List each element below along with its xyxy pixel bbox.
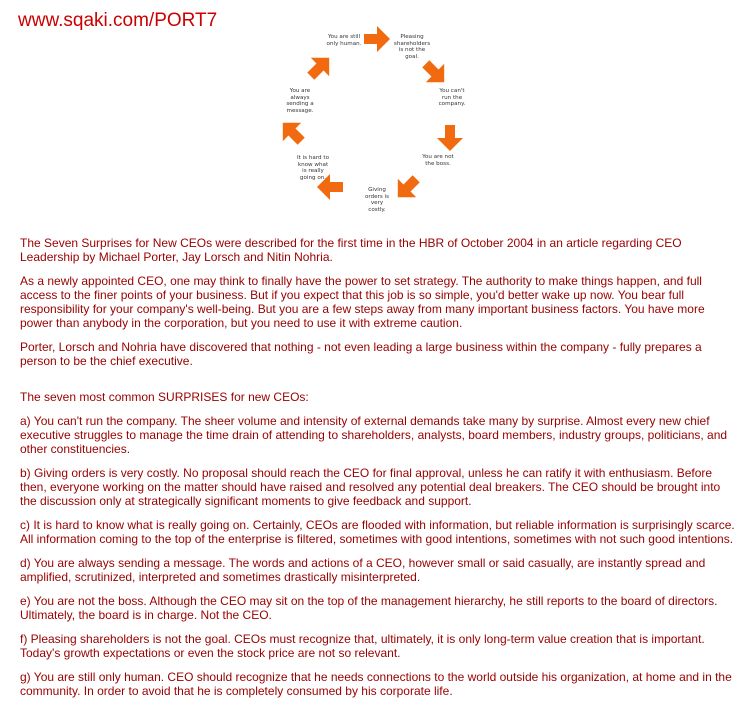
cycle-arrow-icon (392, 173, 422, 203)
surprise-item: f) Pleasing shareholders is not the goal. CEOs must recognize that, ultimately, it is only long-term value creation that is important. Today's growth expectations or even the stock price are not so relevant. (20, 632, 705, 660)
cycle-arrow-icon (435, 123, 465, 153)
context-paragraph: As a newly appointed CEO, one may think to finally have the power to set strategy. The authority to make things happen, and full access to the finer points of your business. But if you expect that this job is so simple, you'd better wake up now. You bear full responsibility for your company's well-being. But you are a few steps away from many important business factors. You have more power than anybody in the corporation, but you need to use it with extreme caution. (20, 274, 705, 330)
seven-surprises-cycle-diagram (270, 20, 490, 220)
surprise-item: a) You can't run the company. The sheer volume and intensity of external demands take many by surprise. Almost every new chief executive struggles to manage the time drain of attending to shareholders, analysts, board members, industry groups, politicians, and other constituencies. (20, 414, 728, 456)
surprise-item: d) You are always sending a message. The words and actions of a CEO, however small or said casually, are instantly spread and amplified, scrutinized, interpreted and sometimes drastically misinterpreted. (20, 556, 706, 584)
site-url-link[interactable]: www.sqaki.com/PORT7 (18, 10, 218, 31)
cycle-step-label: You are not the boss. (422, 154, 454, 167)
surprise-item: b) Giving orders is very costly. No proposal should reach the CEO for final approval, unless he can ratify it with enthusiasm. Before then, everyone working on the matter should have raised and resolved any potential deal breakers. The CEO should be brought into the discussion only at strategically significant moments to give feedback and support. (20, 466, 721, 508)
cycle-step-label: You are always sending a message. (286, 88, 314, 114)
authors-finding-paragraph: Porter, Lorsch and Nohria have discovered that nothing - not even leading a large business within the company - fully prepares a person to be the chief executive. (20, 340, 702, 368)
article-body (20, 236, 736, 708)
surprise-item: c) It is hard to know what is really going on. Certainly, CEOs are flooded with information, but reliable information is surprisingly scarce. All information coming to the top of the enterprise is filtered, sometimes with good intentions, sometimes with not such good intentions. (20, 518, 735, 546)
cycle-step-label: You can't run the company. (438, 88, 466, 108)
cycle-arrow-icon (315, 172, 345, 202)
cycle-arrow-icon (277, 117, 307, 147)
cycle-step-label: Pleasing shareholders is not the goal. (393, 34, 431, 60)
cycle-step-label: It is hard to know what is really going on. (297, 155, 329, 181)
surprises-list-heading: The seven most common SURPRISES for new CEOs: (20, 390, 309, 404)
cycle-step-label: Giving orders is very costly. (364, 187, 390, 213)
intro-paragraph: The Seven Surprises for New CEOs were described for the first time in the HBR of October 2004 in an article regarding CEO Leadership by Michael Porter, Jay Lorsch and Nitin Nohria. (20, 236, 682, 264)
surprise-item: e) You are not the boss. Although the CEO may sit on the top of the management hierarchy, he still reports to the board of directors. Ultimately, the board is in charge. Not the CEO. (20, 594, 718, 622)
surprise-item: g) You are still only human. CEO should recognize that he needs connections to the world outside his organization, at home and in the community. In order to avoid that he is completely consumed by his corporate life. (20, 670, 732, 698)
cycle-arrow-icon (305, 52, 335, 82)
cycle-arrow-icon (420, 58, 450, 88)
cycle-step-label: You are still only human. (326, 34, 362, 47)
cycle-arrow-icon (362, 24, 392, 54)
